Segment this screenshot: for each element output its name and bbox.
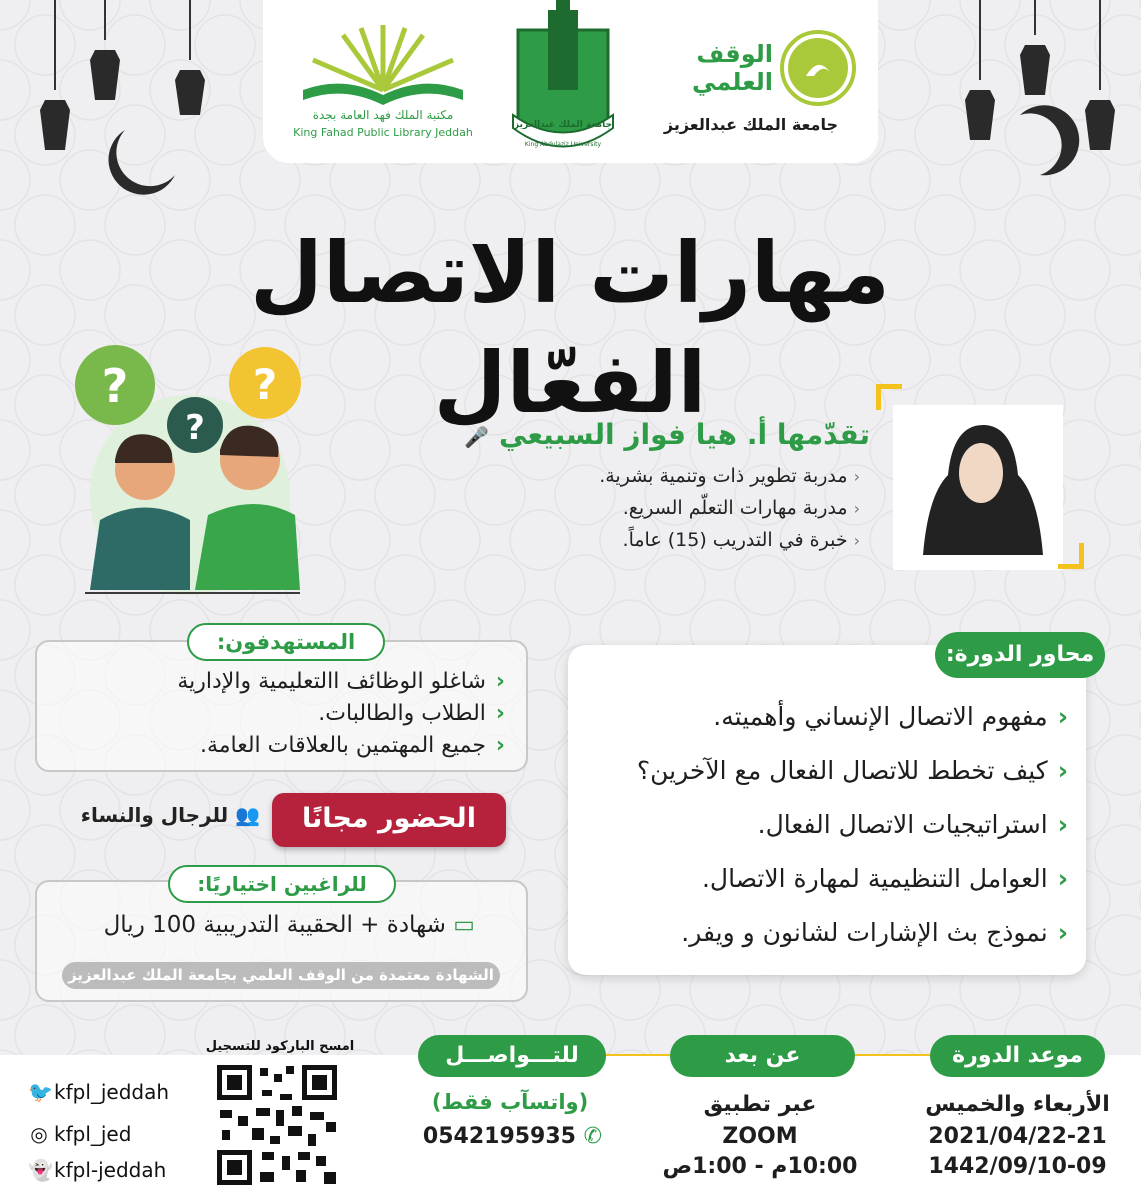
svg-text:?: ?: [101, 359, 129, 413]
audience-info: 👥 للرجال والنساء: [80, 803, 260, 827]
waqf-name: الوقف العلمي: [692, 40, 773, 96]
trainer-photo: [893, 405, 1063, 570]
remote-time: 10:00م - 1:00ص: [662, 1154, 858, 1179]
chevron-icon: ‹: [1057, 810, 1068, 839]
kau-name-ar: جامعة الملك عبدالعزيز: [514, 120, 612, 130]
course-axes-item: ‹العوامل التنظيمية لمهارة الاتصال.: [701, 864, 1068, 893]
whatsapp-icon: ✆: [583, 1124, 603, 1149]
contact-label: للتـــواصـــل: [418, 1035, 606, 1077]
optional-offer: ▭ شهادة + الحقيبة التدريبية 100 ريال: [103, 912, 475, 938]
photo-frame-corner-bottom: [1058, 543, 1084, 569]
kfpl-logo: [283, 0, 483, 160]
certificate-note: الشهادة معتمدة من الوقف العلمي بجامعة الملك عبدالعزيز: [62, 962, 500, 989]
remote-label: عن بعد: [670, 1035, 855, 1077]
lantern-decoration-left: [30, 0, 230, 200]
chevron-icon: ‹: [853, 499, 860, 518]
instagram-icon: ◎: [30, 1122, 48, 1146]
trainer-bio-item: ‹مدربة مهارات التعلّم السريع.: [622, 497, 860, 519]
targets-list: [60, 666, 505, 762]
contact-whatsapp-note: (واتسآب فقط): [431, 1090, 589, 1114]
microphone-icon: 🎤: [464, 425, 490, 449]
targets-label: المستهدفون:: [187, 623, 385, 661]
remote-platform: ZOOM: [722, 1124, 798, 1149]
targets-item: ‹الطلاب والطالبات.: [318, 701, 505, 726]
course-axes-label: محاور الدورة:: [935, 632, 1105, 678]
kau-name-en: King Abdulaziz University: [524, 141, 602, 148]
certificate-icon: ▭: [453, 912, 475, 938]
svg-text:?: ?: [252, 360, 278, 409]
waqf-university: جامعة الملك عبدالعزيز: [663, 115, 838, 134]
schedule-label: موعد الدورة: [930, 1035, 1105, 1077]
optional-label: للراغبين اختياريًا:: [168, 865, 396, 903]
schedule-hijri: 1442/09/10-09: [928, 1154, 1107, 1179]
course-axes-item: ‹نموذج بث الإشارات لشانون و ويفر.: [681, 918, 1068, 947]
kfpl-book-icon: [283, 0, 483, 110]
trainer-name: تقدّمها أ. هيا فواز السبيعي 🎤: [464, 418, 870, 451]
waqf-logo: [648, 0, 858, 160]
trainer-bio: [480, 465, 860, 561]
course-axes-item: ‹كيف تخطط للاتصال الفعال مع الآخرين؟: [636, 756, 1068, 785]
lantern-decoration-right: [960, 0, 1141, 200]
course-axes-list: [590, 690, 1068, 960]
contact-phone[interactable]: 0542195935 ✆: [422, 1124, 603, 1149]
conversation-illustration: [60, 345, 320, 600]
course-axes-item: ‹استراتيجيات الاتصال الفعال.: [757, 810, 1068, 839]
trainer-avatar-icon: [893, 405, 1063, 570]
social-snapchat[interactable]: 👻kfpl-jeddah: [28, 1158, 167, 1182]
snapchat-icon: 👻: [28, 1158, 53, 1182]
registration-qr-code[interactable]: [212, 1060, 342, 1190]
chevron-icon: ‹: [1057, 864, 1068, 893]
logo-bar: [263, 0, 878, 163]
svg-text:?: ?: [185, 408, 205, 448]
kau-emblem-icon: [498, 0, 628, 160]
social-twitter[interactable]: 🐦kfpl_jeddah: [28, 1080, 170, 1104]
targets-item: ‹شاغلو الوظائف االتعليمية والإدارية: [177, 669, 505, 694]
chevron-icon: ‹: [495, 733, 505, 758]
free-attendance-badge: الحضور مجانًا: [272, 793, 506, 847]
remote-app: عبر تطبيق: [703, 1092, 817, 1117]
trainer-bio-item: ‹مدربة تطوير ذات وتنمية بشرية.: [599, 465, 860, 487]
photo-frame-corner-top: [876, 384, 902, 410]
chevron-icon: ‹: [495, 701, 505, 726]
course-title: مهارات الاتصال الفعّال: [250, 224, 890, 432]
chevron-icon: ‹: [1057, 918, 1068, 947]
chevron-icon: ‹: [853, 467, 860, 486]
schedule-gregorian: 2021/04/22-21: [928, 1124, 1107, 1149]
social-instagram[interactable]: ◎ kfpl_jed: [28, 1122, 131, 1146]
chevron-icon: ‹: [853, 531, 860, 550]
waqf-emblem-icon: [778, 28, 858, 108]
chevron-icon: ‹: [1057, 702, 1068, 731]
people-icon: 👥: [235, 803, 260, 827]
twitter-icon: 🐦: [28, 1080, 53, 1104]
kau-logo: [498, 0, 628, 160]
trainer-bio-item: ‹خبرة في التدريب (15) عاماً.: [622, 529, 860, 551]
kfpl-name-en: King Fahad Public Library Jeddah: [293, 126, 473, 139]
chevron-icon: ‹: [1057, 756, 1068, 785]
targets-item: ‹جميع المهتمين بالعلاقات العامة.: [199, 733, 505, 758]
schedule-days: الأربعاء والخميس: [925, 1092, 1110, 1117]
course-axes-item: ‹مفهوم الاتصال الإنساني وأهميته.: [713, 702, 1068, 731]
qr-label: امسح الباركود للتسجيل: [205, 1039, 355, 1054]
chevron-icon: ‹: [495, 669, 505, 694]
kfpl-name-ar: مكتبة الملك فهد العامة بجدة: [312, 108, 454, 122]
